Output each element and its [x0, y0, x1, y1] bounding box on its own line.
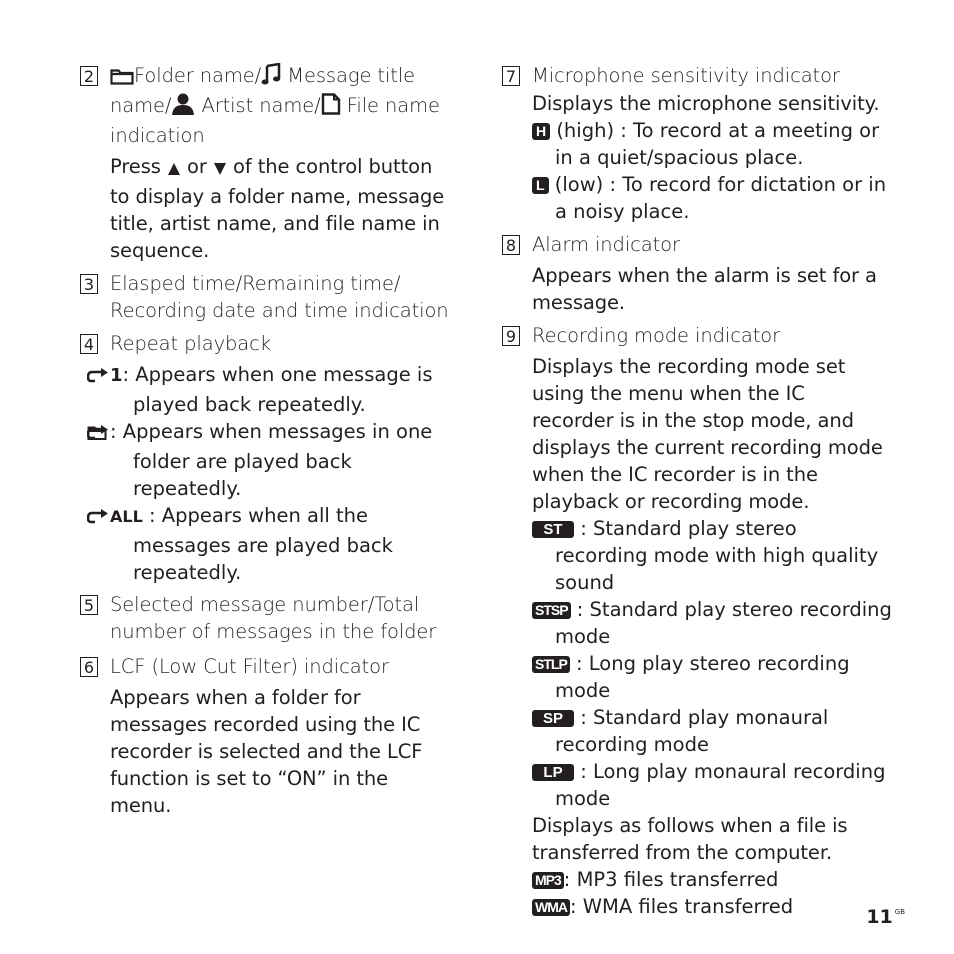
artist-icon — [171, 93, 195, 122]
repeat-all-entry: ALL : Appears when all the messages are played back repeatedly. — [110, 502, 450, 586]
mode-entry-lp: LP : Long play monaural recording mode — [532, 758, 892, 812]
mode-entry-stsp: STSP : Standard play stereo recording mode — [532, 596, 892, 650]
right-column — [502, 62, 892, 926]
mode-badge: ST — [532, 521, 574, 538]
item-heading: Recording mode indicator — [532, 324, 780, 347]
repeat-all-label: ALL — [110, 507, 143, 526]
high-sensitivity-icon: H — [532, 123, 550, 140]
repeat-one-label: 1 — [110, 365, 123, 386]
item-description: Displays the microphone sensitivity. — [532, 92, 880, 115]
item-heading: Elasped time/Remaining time/ Recording date and time indication — [110, 272, 449, 322]
repeat-folder-entry: : Appears when messages in one folder are played back repeatedly. — [110, 418, 450, 502]
mode-entry-sp: SP : Standard play monaural recording mode — [532, 704, 892, 758]
file-format-badge: WMA — [532, 899, 570, 916]
mode-badge: STLP — [532, 656, 570, 673]
mode-entry-stlp: STLP : Long play stereo recording mode — [532, 650, 892, 704]
item-description: Displays the recording mode set using the menu when the IC recorder is in the stop mode, and displays the current recording mode when the IC recorder is in the playback or recording mode. — [532, 355, 883, 513]
item-heading: Microphone sensitivity indicator — [532, 64, 840, 87]
item-heading: Alarm indicator — [532, 233, 680, 256]
transfer-entry-mp3: MP3 : MP3 files transferred — [532, 866, 892, 893]
repeat-one-entry: 1: Appears when one message is played back repeatedly. — [110, 361, 450, 418]
item-9 — [502, 322, 892, 920]
item-2 — [80, 62, 450, 264]
mode-badge: SP — [532, 710, 574, 727]
item-description: Appears when the alarm is set for a message. — [532, 264, 877, 314]
item-description: Appears when a folder for messages recorded using the IC recorder is selected and the LCF function is set to “ON” in the menu. — [110, 686, 423, 817]
item-heading: Repeat playback — [110, 332, 271, 355]
item-4 — [80, 330, 450, 586]
item-number: 9 — [502, 326, 520, 346]
item-heading: Folder name/ Message title name/ Artist name/ File name indication — [110, 64, 440, 147]
item-number: 3 — [80, 274, 98, 294]
item-6 — [80, 653, 450, 819]
page-number: 11 $^{GB}$ — [866, 906, 905, 928]
item-number: 5 — [80, 595, 98, 615]
item-heading: LCF (Low Cut Filter) indicator — [110, 655, 389, 678]
item-description: Press or of the control button to display a folder name, message title, artist name, and file name in sequence. — [110, 155, 445, 262]
item-heading: Selected message number/Total number of messages in the folder — [110, 593, 437, 643]
transfer-entry-wma: WMA : WMA files transferred — [532, 893, 892, 920]
item-number: 7 — [502, 66, 520, 86]
item-number: 6 — [80, 657, 98, 677]
up-arrow-icon — [167, 156, 181, 183]
low-sensitivity-icon: L — [532, 177, 549, 194]
mode-entry-st: ST : Standard play stereo recording mode with high quality sound — [532, 515, 892, 596]
transfer-description: Displays as follows when a file is transferred from the computer. — [532, 814, 848, 864]
page-suffix: GB — [894, 908, 905, 916]
low-sensitivity-entry: L (low) : To record for dictation or in a noisy place. — [532, 171, 892, 225]
item-3 — [80, 270, 450, 324]
folder-icon — [110, 65, 134, 92]
left-column — [80, 62, 450, 825]
item-number: 8 — [502, 235, 520, 255]
item-5 — [80, 591, 450, 645]
down-arrow-icon — [213, 156, 227, 183]
item-8 — [502, 231, 892, 316]
item-number: 2 — [80, 66, 98, 86]
music-note-icon — [261, 63, 281, 92]
mode-badge: LP — [532, 764, 574, 781]
file-icon — [321, 93, 341, 122]
item-number: 4 — [80, 334, 98, 354]
mode-badge: STSP — [532, 602, 571, 619]
file-format-badge: MP3 — [532, 872, 564, 889]
high-sensitivity-entry: H (high) : To record at a meeting or in a quiet/spacious place. — [532, 117, 892, 171]
item-7 — [502, 62, 892, 225]
